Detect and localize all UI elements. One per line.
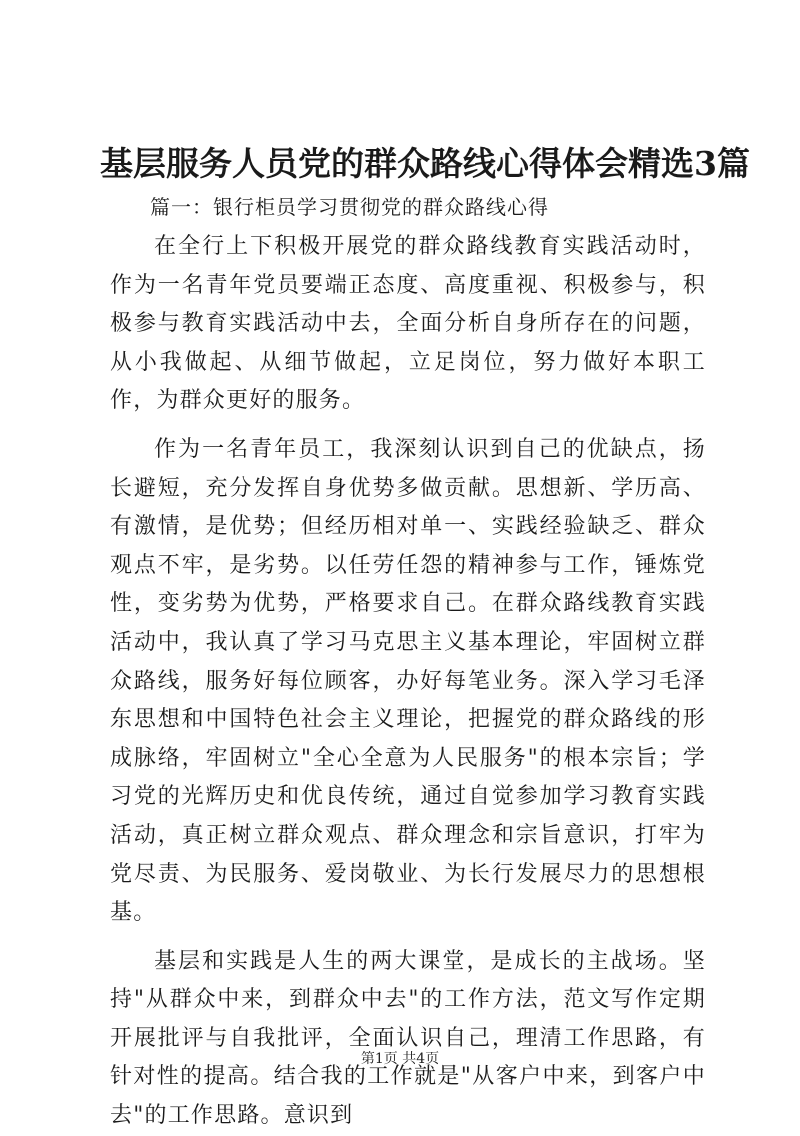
document-body (110, 190, 706, 1136)
page-footer: 第1页 共4页 (360, 1051, 440, 1067)
section-subtitle: 篇一：银行柜员学习贯彻党的群众路线心得 (150, 195, 549, 219)
document-title: 基层服务人员党的群众路线心得体会精选3篇 (100, 144, 750, 183)
paragraph-2: 作为一名青年员工，我深刻认识到自己的优缺点，扬长避短，充分发挥自身优势多做贡献。思想新、学历高、有激情，是优势；但经历相对单一、实践经验缺乏、群众观点不牢，是劣势。以任劳任怨的精神参与工作，锤炼党性，变劣势为优势，严格要求自己。在群众路线教育实践活动中，我认真了学习马克思主义基本理论，牢固树立群众路线，服务好每位顾客，办好每笔业务。深入学习毛泽东思想和中国特色社会主义理论，把握党的群众路线的形成脉络，牢固树立"全心全意为人民服务"的根本宗旨；学习党的光辉历史和优良传统，通过自觉参加学习教育实践活动，真正树立群众观点、群众理念和宗旨意识，打牢为党尽责、为民服务、爱岗敬业、为长行发展尽力的思想根基。 (110, 436, 706, 926)
paragraph-1: 在全行上下积极开展党的群众路线教育实践活动时，作为一名青年党员要端正态度、高度重视、积极参与，积极参与教育实践活动中去，全面分析自身所存在的问题，从小我做起、从细节做起，立足岗位，努力做好本职工作，为群众更好的服务。 (110, 234, 706, 414)
paragraph-3: 基层和实践是人生的两大课堂，是成长的主战场。坚持"从群众中来，到群众中去"的工作方法，范文写作定期开展批评与自我批评，全面认识自己，理清工作思路，有针对性的提高。结合我的工作就是"从客户中来，到客户中去"的工作思路。意识到 (110, 948, 706, 1129)
